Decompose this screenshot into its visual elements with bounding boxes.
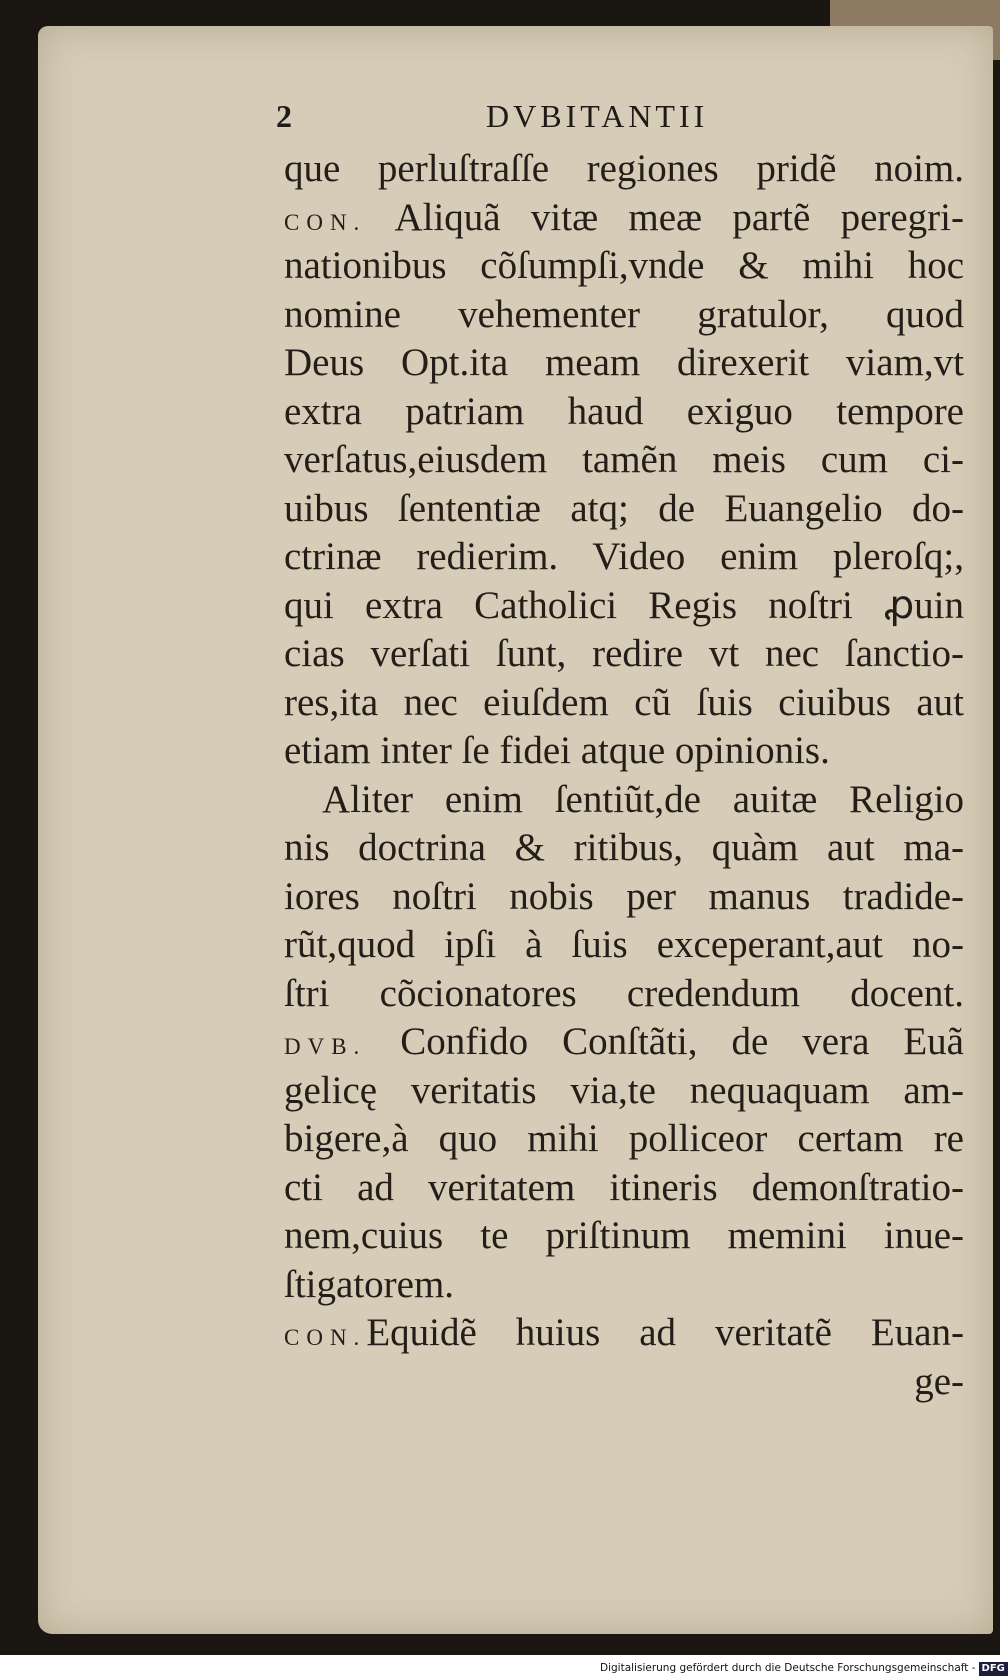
- speaker-label: DVB.: [284, 1034, 367, 1059]
- text-line: verſatus,eiusdem tamẽn meis cum ci-: [284, 438, 964, 481]
- speaker-label: CON.: [284, 209, 367, 235]
- text-line: CON. Aliquã vitæ meæ partẽ peregri-: [284, 195, 964, 239]
- text-line: extra patriam haud exiguo tempore: [284, 389, 964, 433]
- text-line: bigere,à quo mihi polliceor certam re: [284, 1117, 964, 1160]
- text-line: uibus ſententiæ atq; de Euangelio do-: [284, 486, 964, 530]
- text-line: CON.Equidẽ huius ad veritatẽ Euan-: [284, 1311, 964, 1354]
- text-line: nem,cuius te priſtinum memini inue-: [284, 1214, 964, 1257]
- page-header: [270, 98, 970, 148]
- text-line: iores noſtri nobis per manus tradide-: [284, 874, 964, 918]
- text-line: cti ad veritatem itineris demonſtratio-: [284, 1165, 964, 1209]
- text-line: nomine vehementer gratulor, quod: [284, 292, 964, 336]
- text-line: Aliter enim ſentiũt,de auitæ Religio: [322, 777, 964, 821]
- speaker-label: CON.: [284, 1325, 367, 1350]
- dfg-logo: DFG: [979, 1662, 1008, 1676]
- text-line: Deus Opt.ita meam direxerit viam,vt: [284, 341, 964, 384]
- text-line: rũt,quod ipſi à ſuis exceperant,aut no-: [284, 923, 964, 966]
- text-line: nationibus cõſumpſi,vnde & mihi hoc: [284, 244, 964, 287]
- text-line: qui extra Catholici Regis noſtri ꝓuin: [284, 583, 964, 627]
- text-block: [284, 145, 964, 1406]
- catchword: ge-: [914, 1359, 964, 1403]
- digitization-credit: [600, 1662, 1005, 1678]
- text-line: DVB. Confido Conſtãti, de vera Euã: [284, 1020, 964, 1063]
- page-number: 2: [276, 98, 292, 134]
- text-line: ctrinæ redierim. Video enim pleroſq;,: [284, 535, 964, 578]
- running-head: DVBITANTII: [486, 98, 709, 134]
- text-line: res,ita nec eiuſdem cũ ſuis ciuibus aut: [284, 680, 964, 724]
- text-line: etiam inter ſe fidei atque opinionis.: [284, 729, 830, 772]
- text-line: cias verſati ſunt, redire vt nec ſanctio-: [284, 632, 964, 675]
- text-line: nis doctrina & ritibus, quàm aut ma-: [284, 826, 964, 869]
- text-line: gelicę veritatis via,te nequaquam am-: [284, 1068, 964, 1112]
- text-line: ſtri cõcionatores credendum docent.: [284, 971, 964, 1015]
- text-line: que perluſtraſſe regiones pridẽ noim.: [284, 147, 964, 190]
- text-line: ſtigatorem.: [284, 1262, 455, 1306]
- credit-text: Digitalisierung gefördert durch die Deutsche Forschungsgemeinschaft -: [600, 1662, 976, 1674]
